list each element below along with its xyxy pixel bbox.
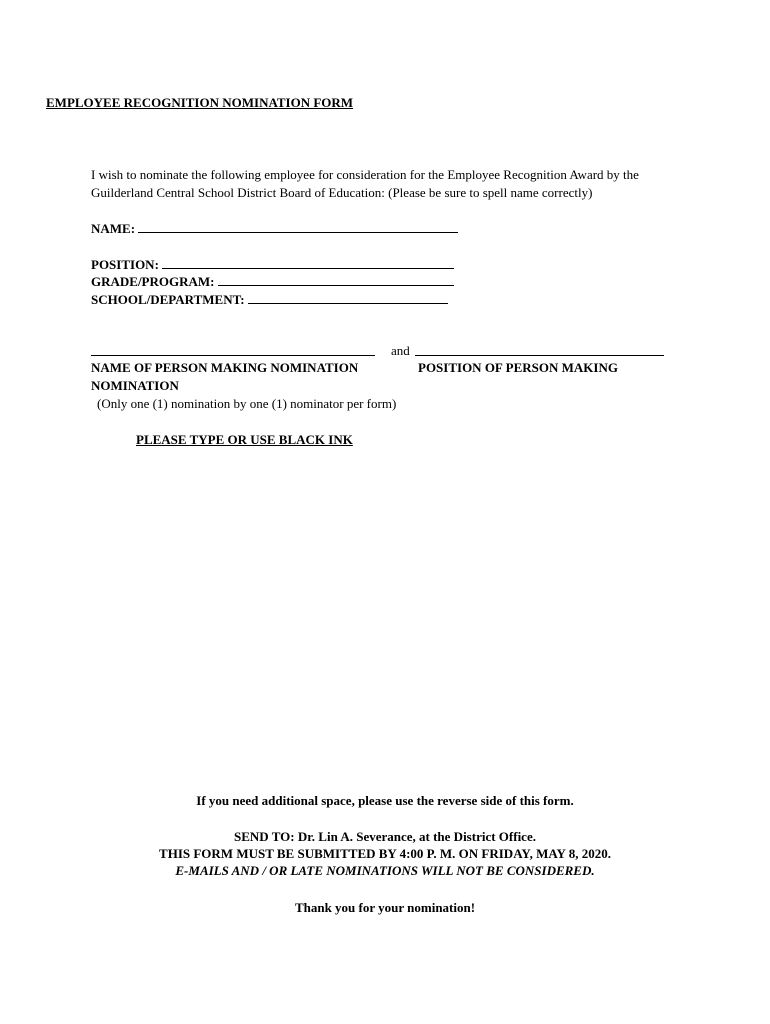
form-title: EMPLOYEE RECOGNITION NOMINATION FORM [46,95,354,110]
emails-warning: E-MAILS AND / OR LATE NOMINATIONS WILL NOT BE CONSIDERED. [175,863,595,878]
intro-line-1: I wish to nominate the following employee for consideration for the Employee Recognition Award by the [91,167,639,182]
intro-line-2: Guilderland Central School District Board of Education: (Please be sure to spell name correctly) [91,185,593,200]
nomination-rule-note: (Only one (1) nomination by one (1) nominator per form) [97,396,397,411]
nominator-position-caption: POSITION OF PERSON MAKING [418,360,618,375]
send-to-line: SEND TO: Dr. Lin A. Severance, at the District Office. [234,829,536,844]
school-department-field-label: SCHOOL/DEPARTMENT: [91,292,245,307]
grade-program-field-line[interactable] [218,273,454,286]
ink-instruction: PLEASE TYPE OR USE BLACK INK [136,432,353,447]
grade-program-field-label: GRADE/PROGRAM: [91,274,215,289]
nominator-name-line[interactable] [91,355,375,356]
position-field-label: POSITION: [91,257,159,272]
name-field-row [91,220,458,238]
school-department-field-row [91,291,448,309]
deadline-line: THIS FORM MUST BE SUBMITTED BY 4:00 P. M. ON FRIDAY, MAY 8, 2020. [159,846,611,861]
position-field-line[interactable] [162,256,454,269]
additional-space-note: If you need additional space, please use the reverse side of this form. [196,793,574,808]
nominator-position-line[interactable] [415,355,664,356]
school-department-field-line[interactable] [248,291,448,304]
name-field-label: NAME: [91,221,136,236]
position-field-row [91,256,454,274]
thank-you-line: Thank you for your nomination! [294,900,476,915]
and-text: and [391,343,410,358]
nominator-name-caption-continued: NOMINATION [91,378,179,393]
name-field-line[interactable] [138,220,458,233]
grade-program-field-row [91,273,454,291]
nominator-name-caption: NAME OF PERSON MAKING NOMINATION [91,360,359,375]
